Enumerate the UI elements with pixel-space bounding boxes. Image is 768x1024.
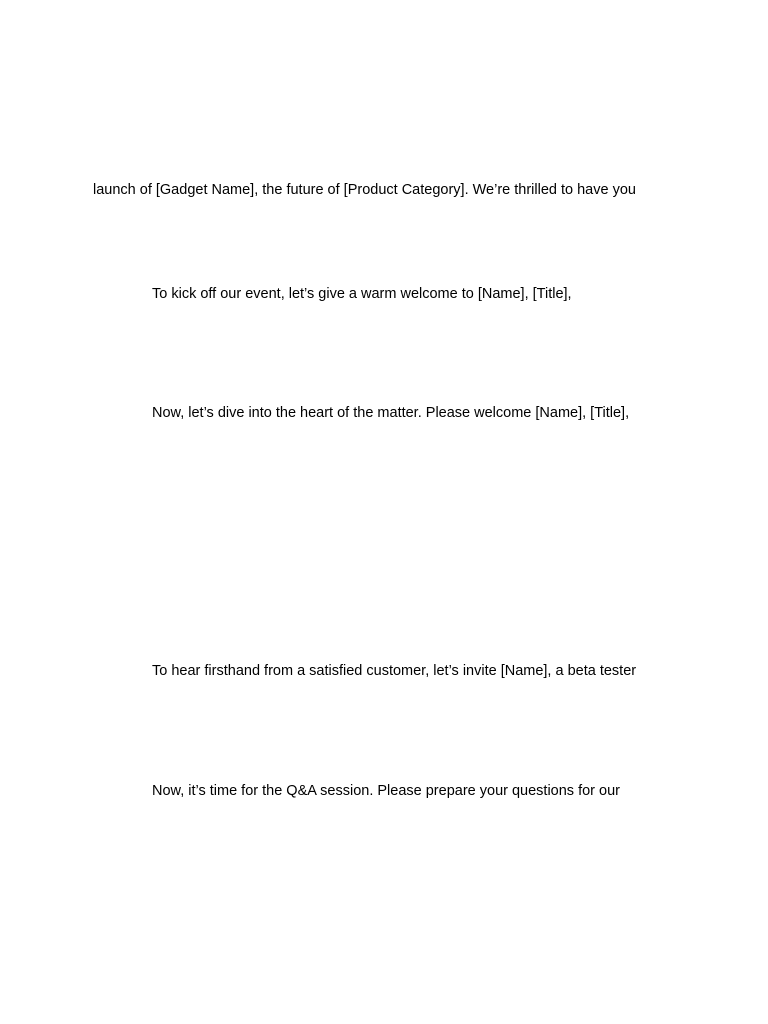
text-line-launch-intro: launch of [Gadget Name], the future of [Product Category]. We’re thrilled to have you	[93, 182, 636, 198]
text-line-qa-session: Now, it’s time for the Q&A session. Please prepare your questions for our	[152, 783, 620, 799]
text-line-kickoff-welcome: To kick off our event, let’s give a warm welcome to [Name], [Title],	[152, 286, 572, 302]
text-line-dive-in: Now, let’s dive into the heart of the matter. Please welcome [Name], [Title],	[152, 405, 630, 421]
text-line-customer-testimonial: To hear firsthand from a satisfied customer, let’s invite [Name], a beta tester	[152, 663, 637, 679]
